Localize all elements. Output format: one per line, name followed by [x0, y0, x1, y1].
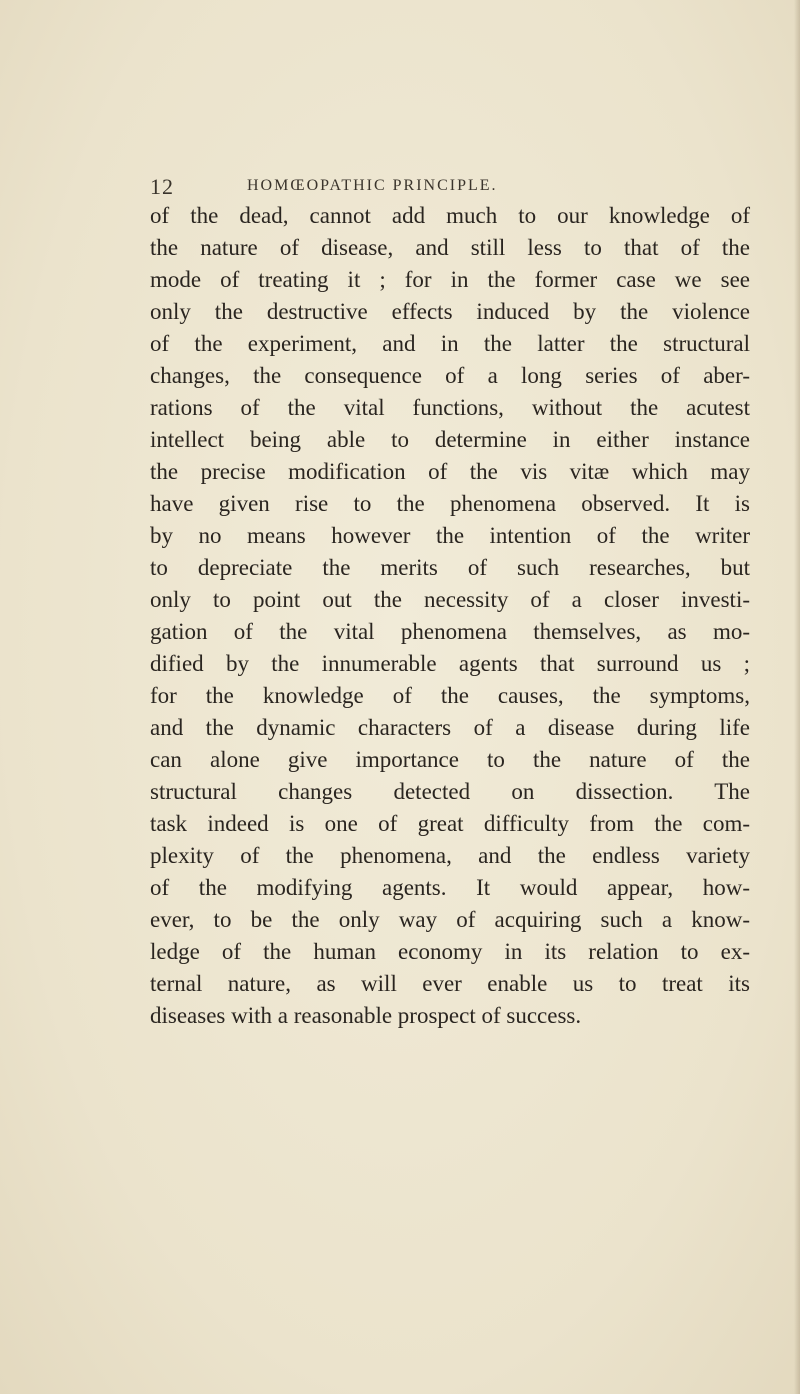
text-line: to depreciate the merits of such researches, but: [150, 555, 750, 580]
text-line: for the knowledge of the causes, the symptoms,: [150, 683, 750, 708]
text-line: mode of treating it ; for in the former case we see: [150, 267, 750, 292]
running-head-title: HOMŒOPATHIC PRINCIPLE.: [247, 177, 498, 194]
text-line: of the dead, cannot add much to our knowledge of: [150, 203, 750, 228]
text-line: only to point out the necessity of a closer investi-: [150, 587, 750, 612]
text-line: ever, to be the only way of acquiring such a know-: [150, 907, 750, 932]
page-edge-shadow: [794, 0, 800, 1394]
text-line: have given rise to the phenomena observed. It is: [150, 491, 750, 516]
text-line: dified by the innumerable agents that surround us ;: [150, 651, 750, 676]
text-line: the nature of disease, and still less to that of the: [150, 235, 750, 260]
text-line: ledge of the human economy in its relation to ex-: [150, 939, 750, 964]
text-line: of the experiment, and in the latter the structural: [150, 331, 750, 356]
text-line: changes, the consequence of a long series of aber-: [150, 363, 750, 388]
text-line: by no means however the intention of the writer: [150, 523, 750, 548]
text-line: the precise modification of the vis vitæ which may: [150, 459, 750, 484]
text-line: can alone give importance to the nature of the: [150, 747, 750, 772]
text-line: and the dynamic characters of a disease during life: [150, 715, 750, 740]
text-line: structural changes detected on dissection. The: [150, 779, 750, 804]
text-line: diseases with a reasonable prospect of success.: [150, 1003, 582, 1028]
text-line: plexity of the phenomena, and the endless variety: [150, 843, 750, 868]
text-line: rations of the vital functions, without the acutest: [150, 395, 750, 420]
text-line: of the modifying agents. It would appear, how-: [150, 875, 750, 900]
text-line: intellect being able to determine in either instance: [150, 427, 750, 452]
text-line: only the destructive effects induced by the violence: [150, 299, 750, 324]
text-line: gation of the vital phenomena themselves, as mo-: [150, 619, 750, 644]
body-text: [150, 200, 750, 1032]
running-head: [0, 174, 800, 198]
page-number: 12: [150, 174, 174, 199]
text-line: task indeed is one of great difficulty from the com-: [150, 811, 750, 836]
text-line: ternal nature, as will ever enable us to treat its: [150, 971, 750, 996]
